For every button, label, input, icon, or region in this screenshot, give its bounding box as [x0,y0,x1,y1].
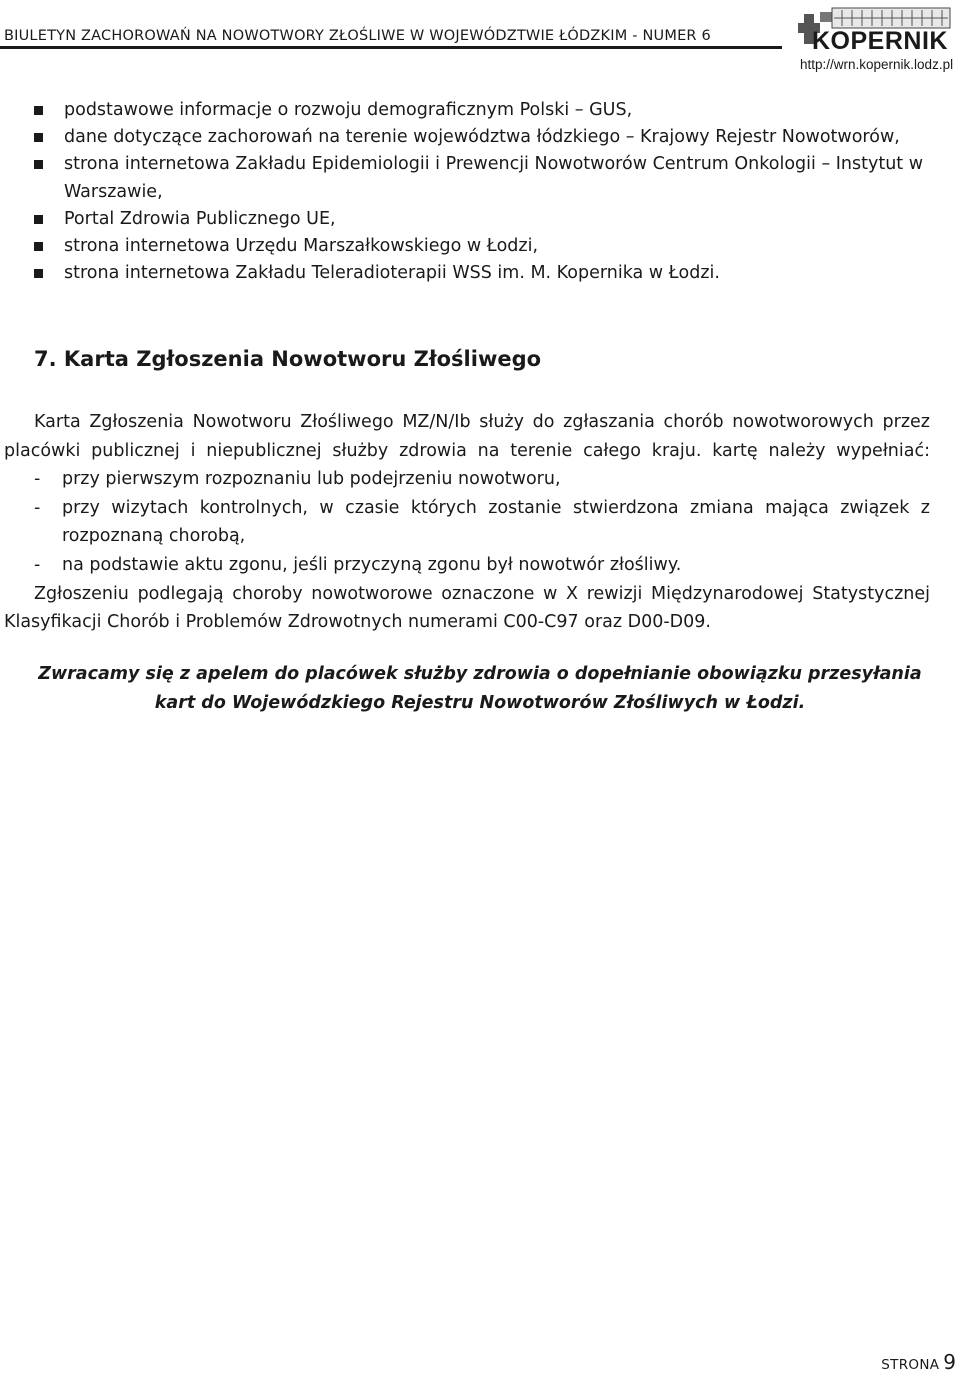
classification-paragraph: Zgłoszeniu podlegają choroby nowotworowe oznaczone w X rewizji Międzynarodowej Statystycznej Klasyfikacji Chorób i Problemów Zdrowotnych numerami C00-C97 oraz D00-D09. [4,583,930,633]
bullet-square-icon [34,133,43,142]
list-item: - na podstawie aktu zgonu, jeśli przyczyną zgonu był nowotwór złośliwy. [4,551,930,580]
bulletin-title: BIULETYN ZACHOROWAŃ NA NOWOTWORY ZŁOŚLIWE W WOJEWÓDZTWIE ŁÓDZKIM - NUMER 6 [4,28,711,44]
dash-marker: - [34,497,41,518]
list-item: - przy pierwszym rozpoznaniu lub podejrzeniu nowotworu, [4,465,930,494]
page-number: 9 [943,1350,956,1374]
list-item: podstawowe informacje o rozwoju demograficznym Polski – GUS, [34,97,939,124]
section-body [4,408,930,637]
logo-wordmark: KOPERNIK [812,27,948,55]
dash-marker: - [34,469,41,490]
list-item: Portal Zdrowia Publicznego UE, [34,206,939,233]
dash-marker: - [34,554,41,575]
dash-list [4,465,930,579]
list-item: - przy wizytach kontrolnych, w czasie których zostanie stwierdzona zmiana mająca związek z rozpoznaną chorobą, [4,494,930,551]
bullet-square-icon [34,215,43,224]
list-item: strona internetowa Zakładu Epidemiologii i Prewencji Nowotworów Centrum Onkologii – Instytut w Warszawie, [34,151,939,205]
list-item: dane dotyczące zachorowań na terenie województwa łódzkiego – Krajowy Rejestr Nowotworów, [34,124,939,151]
list-item: strona internetowa Zakładu Teleradioterapii WSS im. M. Kopernika w Łodzi. [34,260,939,287]
list-item: strona internetowa Urzędu Marszałkowskiego w Łodzi, [34,233,939,260]
section-title: 7. Karta Zgłoszenia Nowotworu Złośliwego [34,347,542,371]
intro-paragraph: Karta Zgłoszenia Nowotworu Złośliwego MZ/N/Ib służy do zgłaszania chorób nowotworowych przez placówki publicznej i niepublicznej służby zdrowia na terenie całego kraju. kartę należy wypełniać: [4,412,930,461]
appeal-text: Zwracamy się z apelem do placówek służby zdrowia o dopełnianie obowiązku przesyłania kart do Wojewódzkiego Rejestru Nowotworów Złośliwych w Łodzi. [38,664,922,713]
page-label: STRONA [881,1357,940,1373]
bullet-square-icon [34,242,43,251]
header-rule [0,46,782,49]
page-header [0,0,960,80]
page-footer [881,1350,956,1374]
logo-url[interactable]: http://wrn.kopernik.lodz.pl [800,57,954,72]
sources-list [34,97,939,287]
bullet-square-icon [34,160,43,169]
bullet-square-icon [34,106,43,115]
bullet-square-icon [34,269,43,278]
